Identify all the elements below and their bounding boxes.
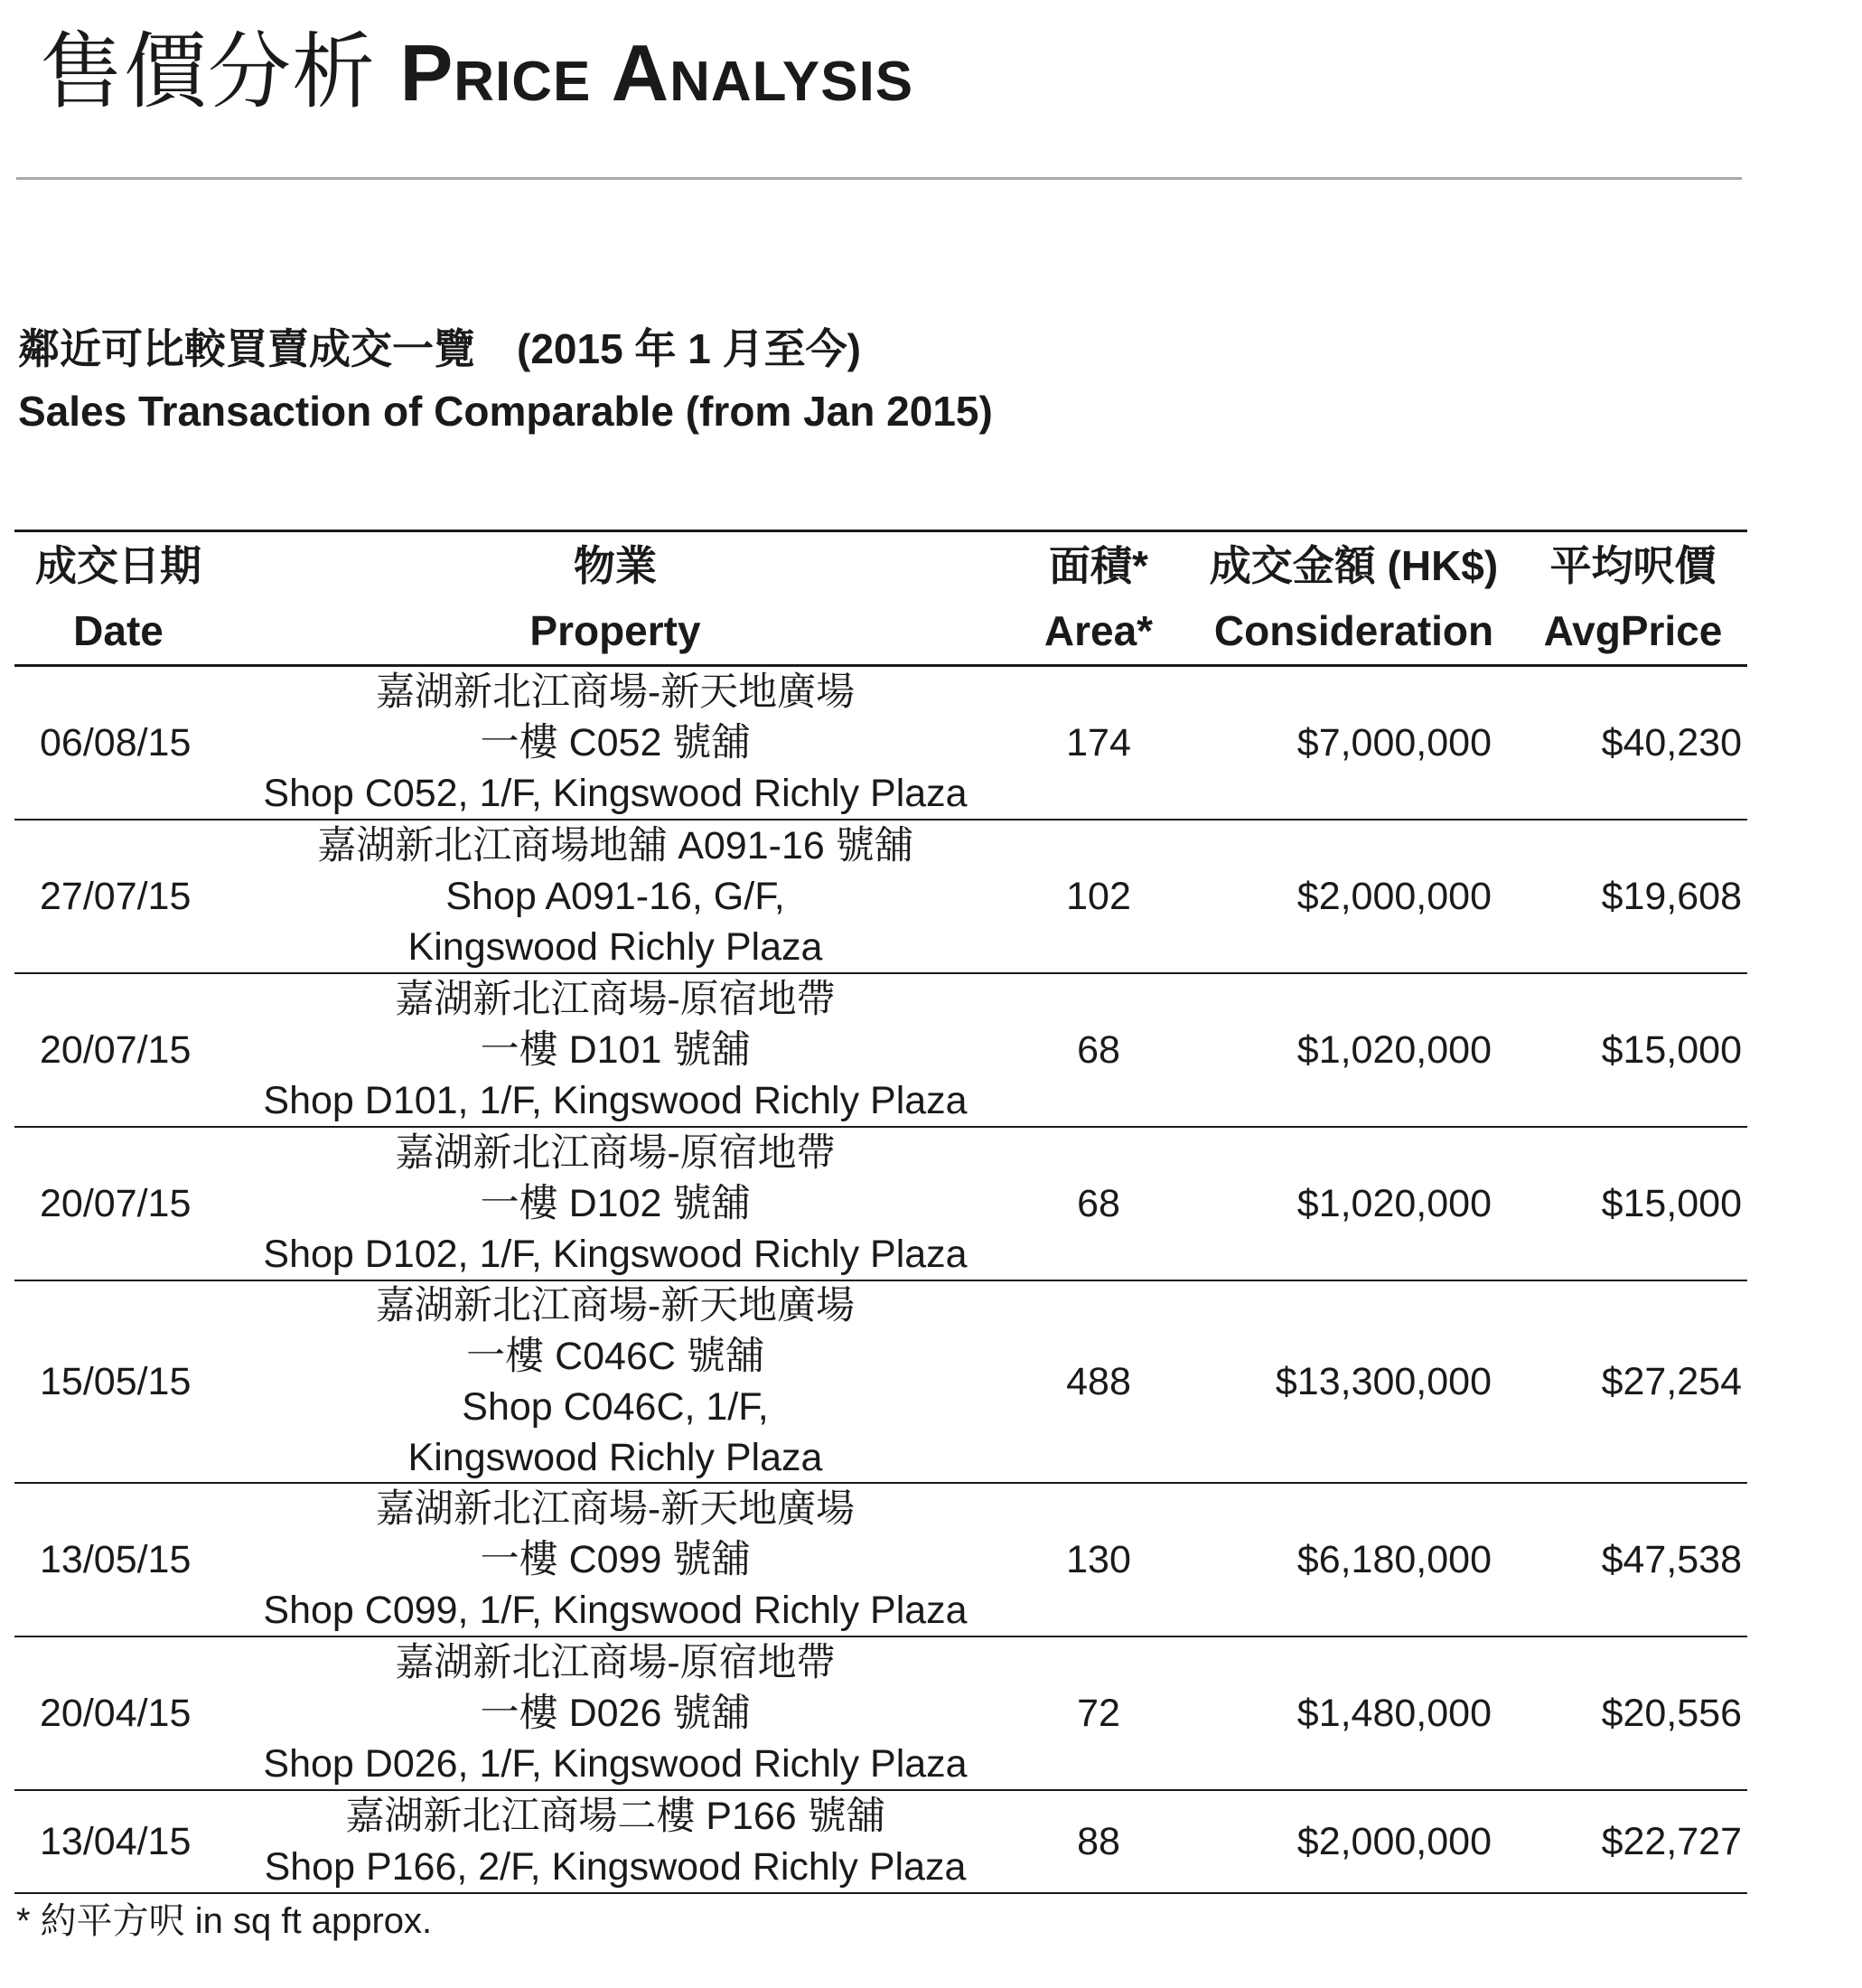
property-cell <box>222 974 1008 1128</box>
property-line: 嘉湖新北江商場-新天地廣場 <box>375 670 856 714</box>
property-cell <box>222 1281 1008 1484</box>
avg-price-cell: $47,538 <box>1519 1484 1747 1637</box>
date-cell: 20/07/15 <box>14 1128 222 1281</box>
property-line: Shop D026, 1/F, Kingswood Richly Plaza <box>263 1742 968 1786</box>
header-consideration <box>1189 532 1519 667</box>
avg-price-cell: $19,608 <box>1519 821 1747 974</box>
header-property <box>222 532 1008 667</box>
date-cell: 13/05/15 <box>14 1484 222 1637</box>
avg-price-cell: $22,727 <box>1519 1791 1747 1894</box>
header-property-en: Property <box>529 607 701 654</box>
header-property-zh: 物業 <box>574 542 657 589</box>
transactions-table <box>14 530 1747 1894</box>
area-cell: 88 <box>1008 1791 1189 1894</box>
date-cell: 20/04/15 <box>14 1637 222 1791</box>
property-line: 一樓 C052 號舖 <box>480 721 751 764</box>
avg-price-cell: $20,556 <box>1519 1637 1747 1791</box>
area-footnote: * 約平方呎 in sq ft approx. <box>16 1901 433 1941</box>
avg-price-cell: $15,000 <box>1519 974 1747 1128</box>
property-line: Shop A091-16, G/F, <box>445 875 785 918</box>
date-cell: 13/04/15 <box>14 1791 222 1894</box>
property-line: Shop C052, 1/F, Kingswood Richly Plaza <box>263 772 968 815</box>
property-line: 一樓 D102 號舖 <box>480 1182 751 1225</box>
property-cell <box>222 1484 1008 1637</box>
title-divider <box>16 177 1742 180</box>
header-area-zh: 面積* <box>1049 542 1148 589</box>
page-title <box>40 27 913 118</box>
property-cell <box>222 1128 1008 1281</box>
property-line: Kingswood Richly Plaza <box>407 1436 823 1479</box>
header-avg-price-en: AvgPrice <box>1543 607 1723 654</box>
date-cell: 15/05/15 <box>14 1281 222 1484</box>
header-date <box>14 532 222 667</box>
avg-price-cell: $40,230 <box>1519 667 1747 821</box>
property-line: 嘉湖新北江商場-新天地廣場 <box>375 1284 856 1327</box>
consideration-cell: $6,180,000 <box>1189 1484 1519 1637</box>
avg-price-cell: $27,254 <box>1519 1281 1747 1484</box>
area-cell: 488 <box>1008 1281 1189 1484</box>
property-line: 嘉湖新北江商場-原宿地帶 <box>395 1131 836 1175</box>
header-area-en: Area* <box>1043 607 1154 654</box>
consideration-cell: $2,000,000 <box>1189 821 1519 974</box>
property-line: 一樓 D026 號舖 <box>480 1692 751 1735</box>
section-title-zh: 鄰近可比較買賣成交一覽 (2015 年 1 月至今) <box>18 325 861 372</box>
area-cell: 130 <box>1008 1484 1189 1637</box>
page-title-en: Price Analysis <box>399 28 914 117</box>
consideration-cell: $1,020,000 <box>1189 1128 1519 1281</box>
header-date-en: Date <box>73 607 164 654</box>
property-cell <box>222 821 1008 974</box>
header-consideration-zh: 成交金額 (HK$) <box>1209 542 1499 589</box>
page-title-zh: 售價分析 <box>40 26 377 118</box>
avg-price-cell: $15,000 <box>1519 1128 1747 1281</box>
property-line: 嘉湖新北江商場-新天地廣場 <box>375 1487 856 1531</box>
consideration-cell: $1,480,000 <box>1189 1637 1519 1791</box>
consideration-cell: $2,000,000 <box>1189 1791 1519 1894</box>
property-line: Shop C099, 1/F, Kingswood Richly Plaza <box>263 1589 968 1632</box>
consideration-cell: $13,300,000 <box>1189 1281 1519 1484</box>
header-consideration-en: Consideration <box>1213 607 1494 654</box>
consideration-cell: $7,000,000 <box>1189 667 1519 821</box>
property-line: 嘉湖新北江商場地舖 A091-16 號舖 <box>317 824 913 867</box>
header-avg-price-zh: 平均呎價 <box>1549 542 1717 589</box>
property-line: Shop D101, 1/F, Kingswood Richly Plaza <box>263 1079 968 1122</box>
property-line: 一樓 C099 號舖 <box>480 1538 751 1581</box>
property-cell <box>222 1637 1008 1791</box>
consideration-cell: $1,020,000 <box>1189 974 1519 1128</box>
area-cell: 174 <box>1008 667 1189 821</box>
section-title-en: Sales Transaction of Comparable (from Jan 2015) <box>18 388 993 435</box>
property-line: Shop C046C, 1/F, <box>462 1385 769 1429</box>
property-line: 嘉湖新北江商場-原宿地帶 <box>395 978 836 1021</box>
property-cell <box>222 1791 1008 1894</box>
property-line: 嘉湖新北江商場二樓 P166 號舖 <box>345 1795 885 1838</box>
property-line: 一樓 C046C 號舖 <box>466 1335 764 1378</box>
date-cell: 20/07/15 <box>14 974 222 1128</box>
property-line: Kingswood Richly Plaza <box>407 925 823 969</box>
date-cell: 06/08/15 <box>14 667 222 821</box>
area-cell: 68 <box>1008 974 1189 1128</box>
area-cell: 68 <box>1008 1128 1189 1281</box>
header-avg-price <box>1519 532 1747 667</box>
header-area <box>1008 532 1189 667</box>
property-cell <box>222 667 1008 821</box>
area-cell: 102 <box>1008 821 1189 974</box>
property-line: 嘉湖新北江商場-原宿地帶 <box>395 1641 836 1684</box>
property-line: Shop D102, 1/F, Kingswood Richly Plaza <box>263 1233 968 1276</box>
property-line: 一樓 D101 號舖 <box>480 1028 751 1072</box>
property-line: Shop P166, 2/F, Kingswood Richly Plaza <box>264 1845 967 1889</box>
date-cell: 27/07/15 <box>14 821 222 974</box>
header-date-zh: 成交日期 <box>35 542 201 589</box>
area-cell: 72 <box>1008 1637 1189 1791</box>
